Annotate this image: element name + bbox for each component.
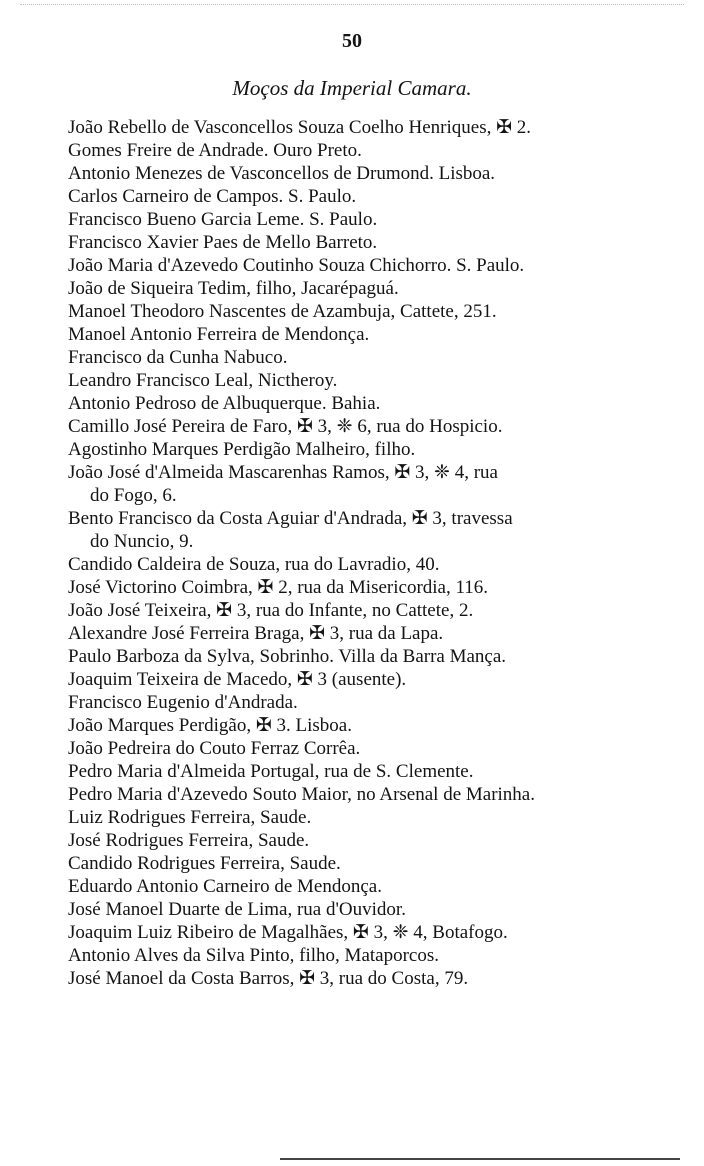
top-edge-dots bbox=[20, 4, 684, 5]
section-title: Moços da Imperial Camara. bbox=[232, 76, 472, 100]
list-item: Pedro Maria d'Almeida Portugal, rua de S. Clemente. bbox=[68, 761, 474, 782]
list-item: José Victorino Coimbra, ✠ 2, rua da Misericordia, 116. bbox=[68, 577, 489, 598]
list-item: João Pedreira do Couto Ferraz Corrêa. bbox=[68, 738, 361, 759]
list-item: Antonio Menezes de Vasconcellos de Drumond. Lisboa. bbox=[68, 163, 496, 184]
list-item: Francisco Eugenio d'Andrada. bbox=[68, 692, 298, 713]
list-item: Agostinho Marques Perdigão Malheiro, filho. bbox=[68, 439, 416, 460]
page-number: 50 bbox=[342, 30, 362, 52]
list-item: Leandro Francisco Leal, Nictheroy. bbox=[68, 370, 338, 391]
list-item: Luiz Rodrigues Ferreira, Saude. bbox=[68, 807, 312, 828]
list-item: João Maria d'Azevedo Coutinho Souza Chichorro. S. Paulo. bbox=[68, 255, 525, 276]
list-item: Candido Rodrigues Ferreira, Saude. bbox=[68, 853, 341, 874]
list-item: Alexandre José Ferreira Braga, ✠ 3, rua da Lapa. bbox=[68, 623, 444, 644]
list-item: Carlos Carneiro de Campos. S. Paulo. bbox=[68, 186, 357, 207]
list-item: João José d'Almeida Mascarenhas Ramos, ✠ 3, ❈ 4, rua bbox=[68, 462, 498, 483]
list-item: Antonio Alves da Silva Pinto, filho, Mataporcos. bbox=[68, 945, 440, 966]
entry-list bbox=[68, 116, 668, 990]
list-item-continuation: do Fogo, 6. bbox=[90, 485, 177, 506]
list-item: Gomes Freire de Andrade. Ouro Preto. bbox=[68, 140, 362, 161]
list-item: Paulo Barboza da Sylva, Sobrinho. Villa da Barra Mança. bbox=[68, 646, 507, 667]
list-item: João José Teixeira, ✠ 3, rua do Infante, no Cattete, 2. bbox=[68, 600, 474, 621]
list-item: José Manoel Duarte de Lima, rua d'Ouvidor. bbox=[68, 899, 406, 920]
list-item: João Marques Perdigão, ✠ 3. Lisboa. bbox=[68, 715, 352, 736]
list-item: Francisco Xavier Paes de Mello Barreto. bbox=[68, 232, 378, 253]
list-item: Francisco da Cunha Nabuco. bbox=[68, 347, 288, 368]
list-item: João de Siqueira Tedim, filho, Jacarépaguá. bbox=[68, 278, 399, 299]
list-item: Eduardo Antonio Carneiro de Mendonça. bbox=[68, 876, 382, 897]
list-item: Joaquim Luiz Ribeiro de Magalhães, ✠ 3, ❈ 4, Botafogo. bbox=[68, 922, 508, 943]
list-item: Manoel Theodoro Nascentes de Azambuja, Cattete, 251. bbox=[68, 301, 497, 322]
list-item-continuation: do Nuncio, 9. bbox=[90, 531, 194, 552]
list-item: Antonio Pedroso de Albuquerque. Bahia. bbox=[68, 393, 381, 414]
list-item: José Manoel da Costa Barros, ✠ 3, rua do Costa, 79. bbox=[68, 968, 469, 989]
list-item: Candido Caldeira de Souza, rua do Lavradio, 40. bbox=[68, 554, 440, 575]
bottom-edge-rule bbox=[280, 1158, 680, 1160]
list-item: João Rebello de Vasconcellos Souza Coelho Henriques, ✠ 2. bbox=[68, 117, 532, 138]
list-item: Camillo José Pereira de Faro, ✠ 3, ❈ 6, rua do Hospicio. bbox=[68, 416, 503, 437]
list-item: Bento Francisco da Costa Aguiar d'Andrada, ✠ 3, travessa bbox=[68, 508, 513, 529]
list-item: Francisco Bueno Garcia Leme. S. Paulo. bbox=[68, 209, 378, 230]
list-item: Manoel Antonio Ferreira de Mendonça. bbox=[68, 324, 370, 345]
list-item: Joaquim Teixeira de Macedo, ✠ 3 (ausente). bbox=[68, 669, 407, 690]
list-item: Pedro Maria d'Azevedo Souto Maior, no Arsenal de Marinha. bbox=[68, 784, 535, 805]
list-item: José Rodrigues Ferreira, Saude. bbox=[68, 830, 310, 851]
